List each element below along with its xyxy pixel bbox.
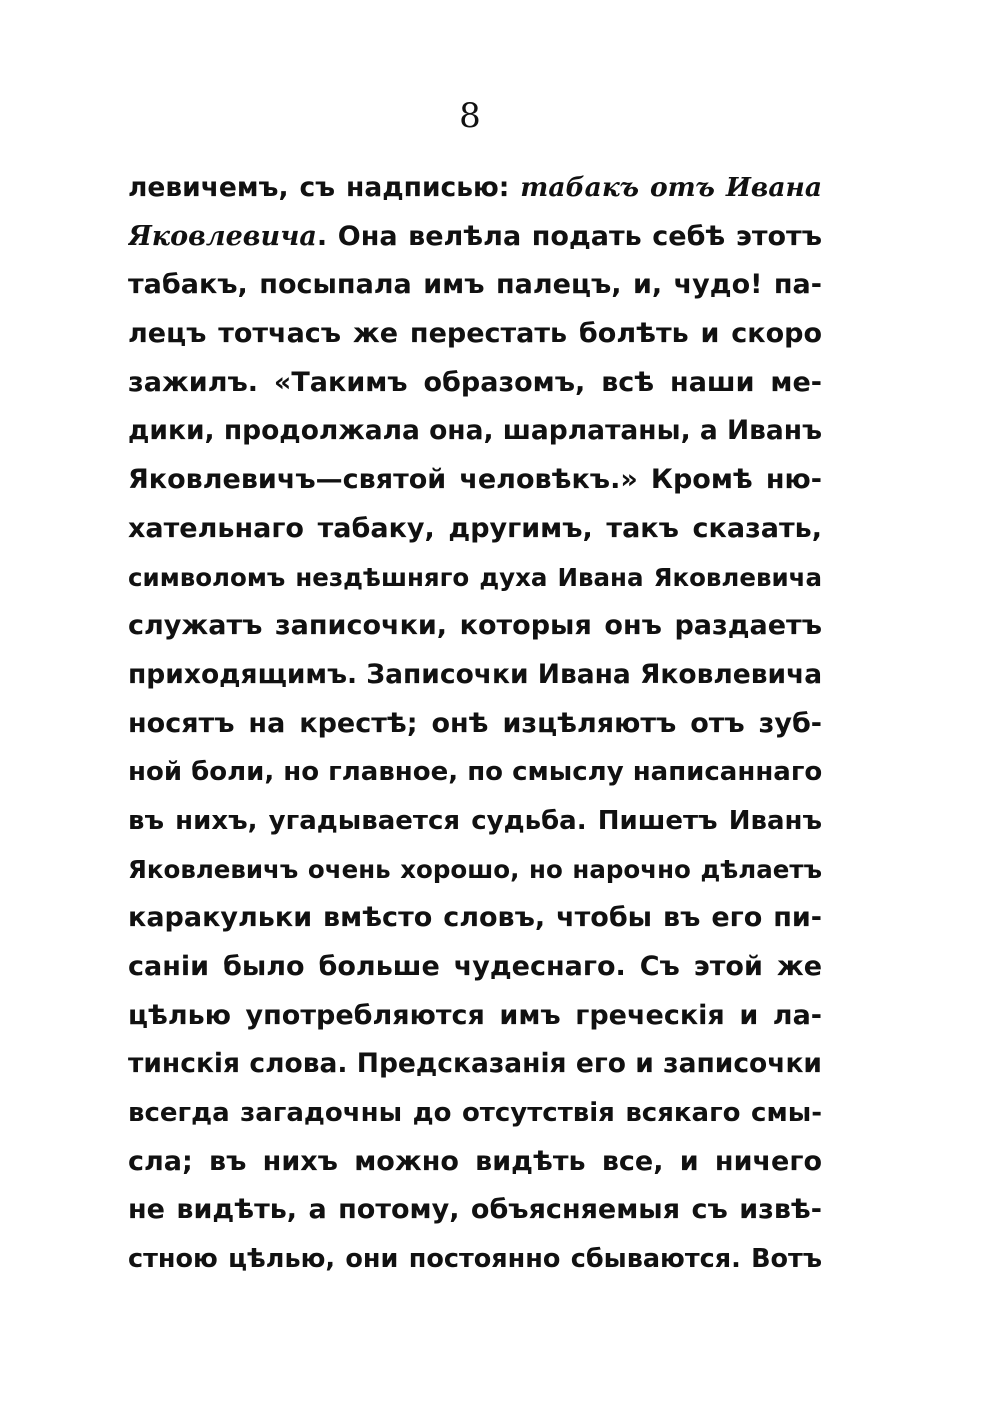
text-span: символомъ нездѣшняго духа Ивана Яковлевича: [128, 562, 822, 592]
text-span: приходящимъ. Записочки Ивана Яковлевича: [128, 658, 822, 690]
text-span: дики, продолжала она, шарлатаны, а Иванъ: [128, 415, 822, 447]
text-span: служатъ записочки, которыя онъ раздаетъ: [128, 610, 822, 642]
text-span: носятъ на крестѣ; онѣ изцѣляютъ отъ зуб-: [128, 707, 822, 739]
text-span: саніи было больше чудеснаго. Съ этой же: [128, 951, 822, 982]
text-line: [128, 554, 822, 603]
text-line: [128, 1089, 822, 1138]
text-span: всегда загадочны до отсутствія всякаго смы-: [128, 1098, 822, 1129]
text-line: [128, 213, 822, 262]
text-line: [128, 602, 822, 651]
text-span: табакъ, посыпала имъ палецъ, и, чудо! па-: [128, 269, 822, 301]
body-text: [128, 164, 822, 1284]
text-line: [128, 943, 822, 992]
text-line: [128, 407, 822, 456]
text-line: [128, 1040, 822, 1089]
page-number: 8: [459, 96, 481, 136]
text-line: [128, 1138, 822, 1187]
text-span: . Она велѣла подать себѣ этотъ: [316, 220, 822, 252]
text-span: хательнаго табаку, другимъ, такъ сказать,: [128, 512, 822, 544]
text-line: [128, 1235, 822, 1284]
text-line: [128, 992, 822, 1041]
text-line: [128, 261, 822, 310]
text-span: левичемъ, съ надписью:: [128, 172, 521, 203]
text-line: [128, 748, 822, 797]
text-line: [128, 505, 822, 554]
text-span: ной боли, но главное, по смыслу написаннаго: [128, 757, 822, 788]
text-line: [128, 456, 822, 505]
text-span: сла; въ нихъ можно видѣть все, и ничего: [128, 1145, 822, 1177]
text-line: [128, 310, 822, 359]
text-span: зажилъ. «Такимъ образомъ, всѣ наши ме-: [128, 366, 822, 398]
italic-text-span: табакъ отъ Ивана: [520, 172, 822, 203]
text-line: [128, 651, 822, 700]
text-line: [128, 700, 822, 749]
text-span: каракульки вмѣсто словъ, чтобы въ его пи-: [128, 902, 822, 934]
text-line: [128, 359, 822, 408]
text-line: [128, 164, 822, 213]
text-span: не видѣть, а потому, объясняемыя съ извѣ-: [128, 1194, 822, 1226]
text-span: лецъ тотчасъ же перестать болѣть и скоро: [128, 318, 822, 350]
text-line: [128, 846, 822, 895]
text-span: тинскія слова. Предсказанія его и записочки: [128, 1048, 822, 1080]
text-line: [128, 797, 822, 846]
italic-text-span: Яковлевича: [128, 220, 317, 252]
text-line: [128, 894, 822, 943]
text-span: въ нихъ, угадывается судьба. Пишетъ Иванъ: [128, 805, 822, 836]
text-span: цѣлью употребляются имъ греческія и ла-: [128, 999, 822, 1031]
text-span: Яковлевичъ очень хорошо, но нарочно дѣлаетъ: [128, 854, 822, 884]
text-span: стною цѣлью, они постоянно сбываются. Вотъ: [128, 1244, 822, 1275]
text-line: [128, 1186, 822, 1235]
text-span: Яковлевичъ—святой человѣкъ.» Кромѣ ню-: [128, 464, 822, 496]
